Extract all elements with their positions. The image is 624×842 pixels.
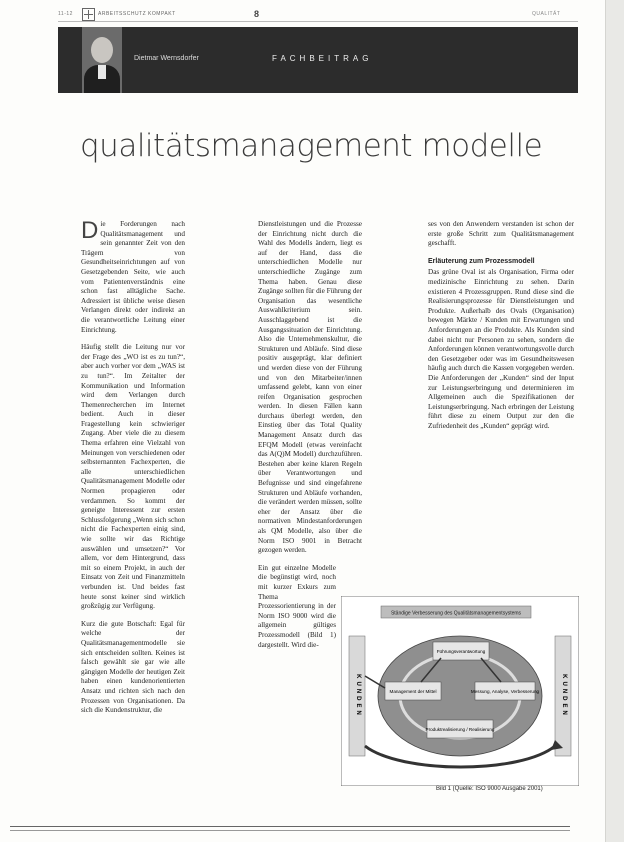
paragraph: Das grüne Oval ist als Organisation, Firma oder medizinische Einrichtung zu sehen. Darin existieren 4 Prozessgruppen. Rund diese sind die Realisierungsprozesse für Dienstleistungen und Produkte. Außerhalb des Ovals (Organisation) bewegen Märkte / Kunden mit Erwartungen und Anforderungen an die Produkte. Als Kunden sind dabei nicht nur Personen zu sehen, sondern die Anforderungen können verantwortungsvolle durch den Gesetzgeber oder was im Gesundheitswesen häufig auch durch die Kassen vorgegeben werden. Die Anforderungen der „Kunden“ sind der Input zur Leistungserbringung und determinieren im Allgemeinen auch die Spezifikationen der Leistungserbringung. Nach erbringen der Leistung führt diese zu einem Output zur den die Zufriedenheit des „Kunden“ geprägt wird.	[428, 268, 574, 430]
improvement-label: Ständige Verbesserung des Qualitätsmanagementsystems	[390, 610, 522, 617]
column-3	[428, 220, 574, 439]
cross-logo-icon	[82, 8, 95, 21]
footer-rule	[10, 826, 570, 827]
paragraph: Ein gut einzelne Modelle die begünstigt wird, noch mit kurzer Exkurs zum Thema Prozessorientierung in der Norm ISO 9000 wird die allgemein gültiges Prozessmodell (Bild 1) dargestellt. Wird die-	[258, 563, 336, 649]
column-1	[81, 217, 185, 724]
header-brand: ARBEITSSCHUTZ KOMPAKT	[98, 11, 176, 17]
header-code: 11-12	[58, 11, 73, 17]
scan-edge	[605, 0, 624, 842]
paragraph: ie Forderungen nach Qualitätsmanagement und sein genannter Zeit von den Trägern von Gesundheitseinrichtungen auf von Gesetzgebenden Seite, wie auch vom Patientenverständnis eine schon fast alltägliche Sache. Adressiert ist übliche weise diesen Verlangen direkt oder indirekt an die verantwortliche Leitung einer Einrichtung.	[81, 220, 185, 334]
node-measurement: Messung, Analyse, Verbesserung	[470, 689, 540, 694]
customers-right-label: KUNDEN	[561, 674, 567, 718]
drop-cap: D	[81, 217, 99, 244]
paragraph: Dienstleistungen und die Prozesse der Einrichtung nicht durch die Wahl des Modells ändern, liegt es auf der Hand, dass die unterschiedlichen Modelle nur unterschiedliche Zugänge zum Thema haben. Genau diese Zugänge sollten für die Führung der Organisation das wesentliche Auswahlkriterium sein. Ausschlaggebend ist die Ausgangssituation der Einrichtung. Also die Unternehmenskultur, die Strukturen und Abläufe. Sind diese positiv ausgeprägt, klar definiert und werden diese von der Führung und von den Mitarbeiter/innen umfassend gelebt, kann von einer reifen Organisation gesprochen werden. In diesen Fällen kann durchaus überlegt werden, den Einstieg über das Total Quality Management Ansatz durch das EFQM Modell (etwas vereinfacht das A(Q)M Modell) durchzuführen. Bestehen aber keine klaren Regeln über Verantwortungen und Befugnisse und sind eingefahrene Strukturen und Abläufe vorhanden, die verändert werden müssen, sollte eher der Ansatz über die normativen Mindestanforderungen als QM Modelle, also über die Norm ISO 9001 in Betracht gezogen werden.	[258, 220, 362, 555]
node-management: Führungsverantwortung	[436, 649, 486, 654]
node-realisation: Produktrealisierung / Realisierung	[425, 727, 495, 732]
subheading: Erläuterung zum Prozessmodell	[428, 257, 535, 265]
section-label: FACHBEITRAG	[272, 54, 373, 63]
paragraph: Kurz die gute Botschaft: Egal für welche der Qualitätsmanagementmodelle sie sich entscheiden sollten. Keines ist falsch gewählt sie gar wie alle gängigen Modelle der heutigen Zeit haben einen kundenorientierten Ansatz und richten sich nach den Prozessen von Organisationen. Da sich die Kundenstruktur, die	[81, 619, 185, 715]
page-number: 8	[254, 9, 260, 19]
node-resources: Management der Mittel	[389, 689, 437, 694]
figure-caption: Bild 1 (Quelle: ISO 9000 Ausgabe 2001)	[436, 786, 543, 792]
column-2	[258, 220, 362, 658]
paragraph: ses von den Anwendern verstanden ist schon der erste große Schritt zum Qualitätsmanagement geschafft.	[428, 220, 574, 248]
header-right: QUALITÄT	[532, 11, 561, 17]
header-rule	[58, 21, 578, 22]
footer-rule-2	[10, 830, 570, 831]
paragraph: Häufig stellt die Leitung nur vor der Frage des „WO ist es zu tun?“, aber auch vorher vor dem „WAS ist zu tun?“. Im Zeitalter der Kommunikation und Information wird dem Verlangen durch Themenrecherchen im Internet bedient. Auch in dieser Fragestellung kein schwieriger Zugang. Aber viele die zu diesem Thema erfahren eine Vielzahl von Meinungen von verschiedenen oder selbsternannten Fachexperten, die alle unterschiedlichen Qualitätsmanagement Modelle oder Normen propagieren oder verdammen. So kommt der geneigte Interessent zur ersten Schlussfolgerung „Wenn sich schon nicht die Fachexperten einig sind, wie sollte wir das Richtige auswählen und umsetzen?“ Vor allem, vor dem Hintergrund, dass mit so einem Projekt, in auch der Einsatz von Zeit und Finanzmitteln verbunden ist. Und beides fast heute sonst keiner sind wirklich großzügig zur Verfügung.	[81, 343, 185, 611]
article-title: qualitätsmanagement modelle	[80, 128, 543, 164]
author-photo	[82, 27, 122, 93]
author-name: Dietmar Wernsdorfer	[134, 55, 199, 62]
customers-left-label: KUNDEN	[355, 674, 361, 718]
process-model-figure	[341, 596, 579, 786]
